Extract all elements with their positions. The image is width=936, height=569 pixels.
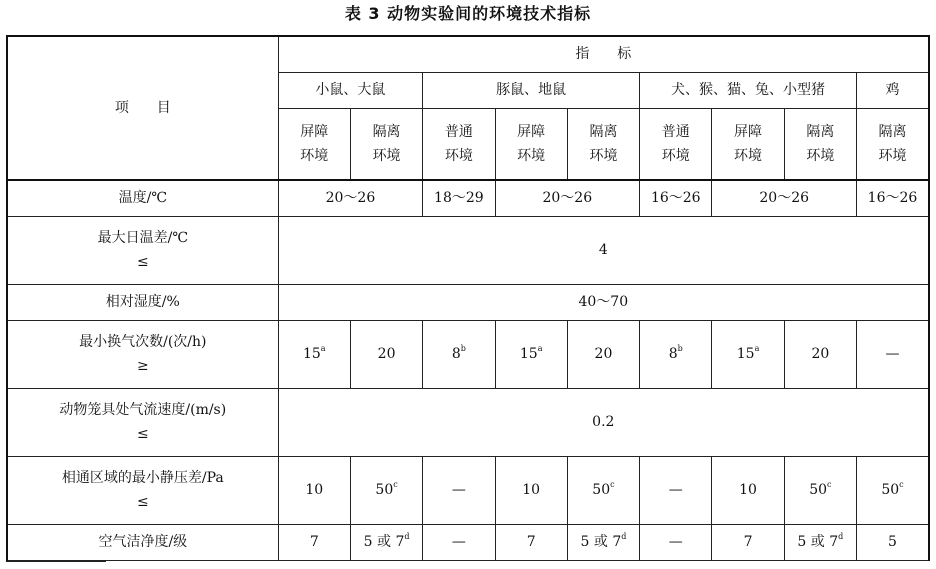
cell-value: 50 [592,482,611,498]
env-header-cell [784,108,856,180]
cell-value: — [885,346,900,362]
cell-value: 10 [305,482,324,498]
env-line-1: 普通 [661,123,690,140]
table-cell [495,456,567,524]
footnote-mark: b [460,344,466,354]
table-cell [640,524,712,560]
table-title: 表 3 动物实验间的环境技术指标 [344,4,592,23]
temperature-row [7,180,929,216]
table-cell: 16～26 [640,180,712,216]
env-header-cell [423,108,495,180]
env-header-cell [350,108,422,180]
table-cell [640,320,712,388]
group-dog-monkey-cat-rabbit-pig: 犬、猴、猫、兔、小型猪 [640,72,857,108]
env-line-1: 隔离 [589,123,618,140]
cell-value: 8 [451,346,461,362]
env-header-cell [857,108,930,180]
env-line-1: 隔离 [878,123,907,140]
cell-value: 20 [811,346,830,362]
item-header: 项 目 [7,36,278,180]
table-cell [278,320,350,388]
table-cell [712,456,784,524]
row-label-line: 最小换气次数/(次/h) [79,334,207,350]
cell-value: 50 [809,482,828,498]
footnote-mark: c [610,480,615,490]
table-cell [423,320,495,388]
table-cell: 20～26 [495,180,640,216]
env-line-1: 隔离 [806,123,835,140]
footnote-mark: c [899,480,904,490]
table-cell [712,320,784,388]
table-cell [567,320,639,388]
table-cell [495,320,567,388]
env-header-cell [495,108,567,180]
table-cell [423,456,495,524]
airflow-row [7,388,929,456]
row-label-line: 最大日温差/℃ [97,230,188,246]
cell-value: 10 [739,482,757,498]
table-cell [784,320,856,388]
env-line-1: 屏障 [517,123,546,140]
env-line-1: 隔离 [372,123,401,140]
cell-value: 8 [668,346,678,362]
footnote-mark: d [404,532,410,542]
row-label-sign: ≤ [136,254,149,270]
row-label-sign: ≤ [136,426,149,442]
row-label-line: 相通区域的最小静压差/Pa [61,470,224,486]
table-cell [712,524,784,560]
cell-value: 20 [377,346,396,362]
row-label: 相对湿度/% [7,284,278,320]
env-header-cell [278,108,350,180]
cell-value: 7 [526,534,536,550]
group-chicken: 鸡 [857,72,930,108]
table-cell: 4 [278,216,929,284]
table-cell [857,320,930,388]
env-line-1: 屏障 [300,123,329,140]
cell-value: 5 [888,534,897,550]
env-line-2: 环境 [661,147,690,164]
cell-value: 20 [594,346,613,362]
cell-value: — [668,482,683,498]
footnote-mark: c [393,480,398,490]
cell-value: 50 [375,482,394,498]
env-header-cell [640,108,712,180]
table-cell: 20～26 [712,180,857,216]
env-header-cell [567,108,639,180]
air-cleanliness-row [7,524,929,560]
row-label-sign: ≥ [136,358,149,374]
static-pressure-row [7,456,929,524]
env-line-2: 环境 [589,147,618,164]
cell-value: 50 [881,482,900,498]
env-line-1: 普通 [444,123,473,140]
table-cell [640,456,712,524]
cell-value: 10 [522,482,541,498]
group-guinea-pig-hamster: 豚鼠、地鼠 [423,72,640,108]
row-label: 温度/℃ [7,180,278,216]
group-mouse-rat: 小鼠、大鼠 [278,72,423,108]
row-label [7,216,278,284]
env-line-2: 环境 [806,147,835,164]
row-label-line: 动物笼具处气流速度/(m/s) [59,402,227,418]
cell-value: 15 [519,346,538,362]
cell-value: 5 或 7 [797,534,839,550]
table-cell: 0.2 [278,388,929,456]
table-cell [784,456,856,524]
max-daily-temp-diff-row [7,216,929,284]
table-cell [857,524,930,560]
table-cell [350,456,422,524]
table-cell [278,524,350,560]
cell-value: — [451,534,466,550]
env-line-1: 屏障 [734,123,763,140]
table-cell: 40～70 [278,284,929,320]
footnote-mark: d [621,532,627,542]
footnote-mark: a [754,344,760,354]
cell-value: 7 [309,534,319,550]
cell-value: 5 或 7 [580,534,622,550]
environment-indicator-table [6,35,930,561]
cell-value: 15 [302,346,321,362]
env-line-2: 环境 [878,147,907,164]
table-cell [567,524,639,560]
row-label [7,320,278,388]
cell-value: 5 或 7 [363,534,405,550]
cell-value: 15 [736,346,755,362]
indicator-header: 指 标 [278,36,929,72]
footnote-mark: c [827,480,832,490]
table-cell [423,524,495,560]
table-cell: 18～29 [423,180,495,216]
table-cell: 16～26 [857,180,930,216]
footnote-mark: a [320,344,326,354]
cell-value: 7 [743,534,753,550]
table-cell: 20～26 [278,180,423,216]
table-cell [784,524,856,560]
row-label-sign: ≤ [136,494,149,510]
table-cell [350,524,422,560]
env-line-2: 环境 [444,147,473,164]
footnote-mark: d [838,532,844,542]
cell-value: — [451,482,466,498]
humidity-row [7,284,929,320]
env-line-2: 环境 [734,147,763,164]
air-change-row [7,320,929,388]
table-cell [495,524,567,560]
footnote-mark: b [677,344,683,354]
footnote-mark: a [537,344,543,354]
env-line-2: 环境 [300,147,329,164]
env-header-cell [712,108,784,180]
row-label [7,456,278,524]
env-line-2: 环境 [517,147,546,164]
row-label: 空气洁净度/级 [7,524,278,560]
table-cell [567,456,639,524]
env-line-2: 环境 [372,147,401,164]
row-label [7,388,278,456]
table-cell [857,456,930,524]
table-cell [350,320,422,388]
cell-value: — [668,534,683,550]
footnote-divider [6,561,106,562]
table-cell [278,456,350,524]
